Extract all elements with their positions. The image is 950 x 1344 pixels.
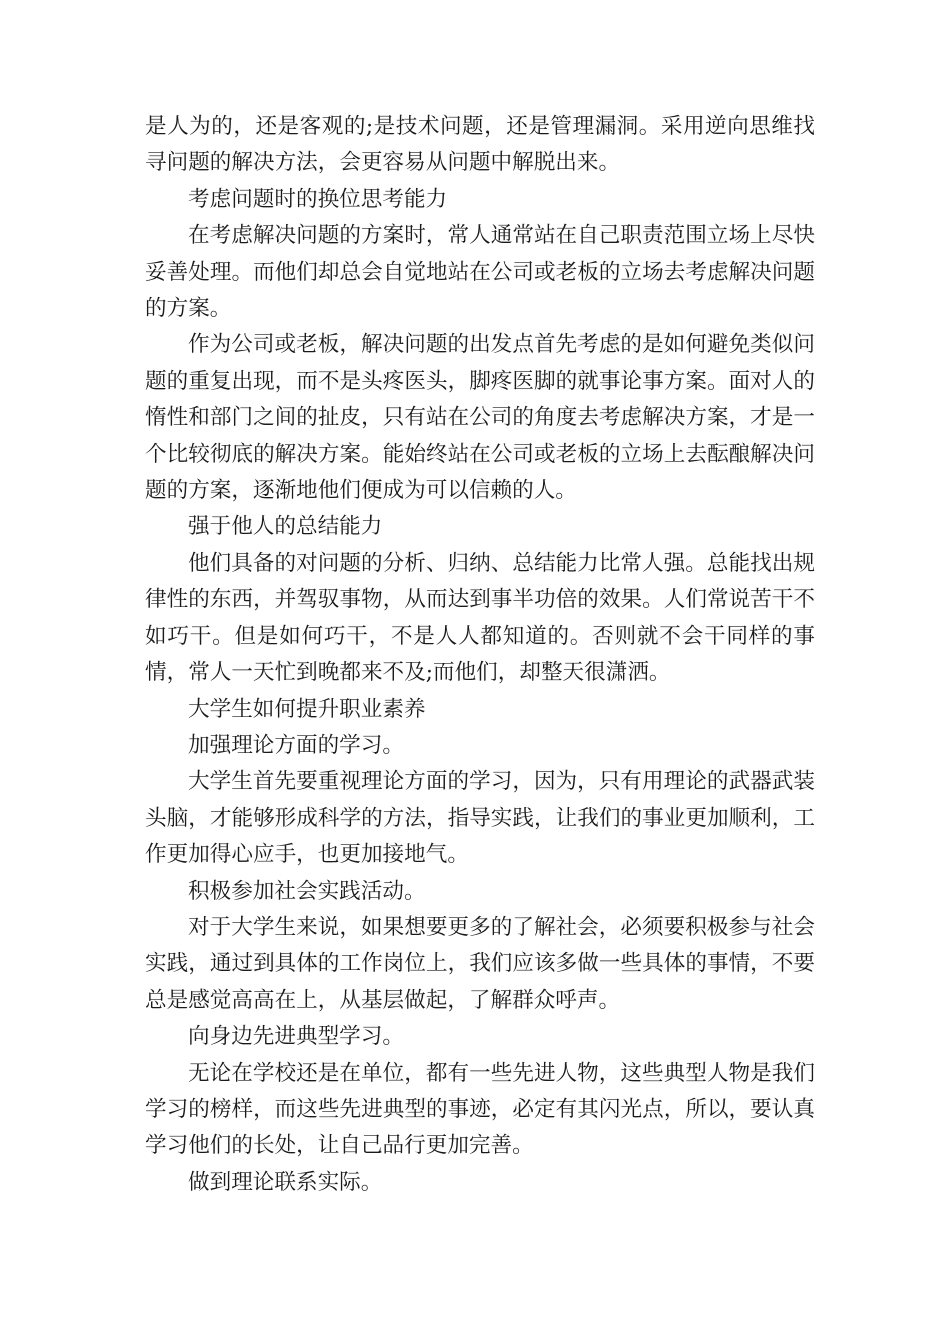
heading-perspective-thinking: 考虑问题时的换位思考能力 bbox=[188, 186, 448, 212]
subheading-theory-study: 加强理论方面的学习。 bbox=[188, 732, 404, 758]
heading-improve-professionalism: 大学生如何提升职业素养 bbox=[188, 696, 426, 722]
paragraph: 他们具备的对问题的分析、归纳、总结能力比常人强。总能找出规律性的东西，并驾驭事物，从而达到事半功倍的效果。人们常说苦干不如巧干。但是如何巧干，不是人人都知道的。否则就不会干同样的事情，常人一天忙到晚都来不及;而他们，却整天很潇洒。 bbox=[145, 550, 815, 686]
paragraph: 在考虑解决问题的方案时，常人通常站在自己职责范围立场上尽快妥善处理。而他们却总会自觉地站在公司或老板的立场去考虑解决问题的方案。 bbox=[145, 223, 815, 322]
subheading-social-practice: 积极参加社会实践活动。 bbox=[188, 878, 426, 904]
subheading-learn-from-models: 向身边先进典型学习。 bbox=[188, 1024, 404, 1050]
heading-summary-ability: 强于他人的总结能力 bbox=[188, 514, 383, 540]
document-body bbox=[145, 109, 815, 1201]
paragraph-continued: 是人为的，还是客观的;是技术问题，还是管理漏洞。采用逆向思维找寻问题的解决方法，会更容易从问题中解脱出来。 bbox=[145, 114, 815, 176]
paragraph: 作为公司或老板，解决问题的出发点首先考虑的是如何避免类似问题的重复出现，而不是头疼医头，脚疼医脚的就事论事方案。面对人的惰性和部门之间的扯皮，只有站在公司的角度去考虑解决方案，才是一个比较彻底的解决方案。能始终站在公司或老板的立场上去酝酿解决问题的方案，逐渐地他们便成为可以信赖的人。 bbox=[145, 332, 815, 504]
paragraph: 对于大学生来说，如果想要更多的了解社会，必须要积极参与社会实践，通过到具体的工作岗位上，我们应该多做一些具体的事情，不要总是感觉高高在上，从基层做起，了解群众呼声。 bbox=[145, 914, 815, 1013]
paragraph: 大学生首先要重视理论方面的学习，因为，只有用理论的武器武装头脑，才能够形成科学的方法，指导实践，让我们的事业更加顺利，工作更加得心应手，也更加接地气。 bbox=[145, 769, 815, 868]
subheading-theory-practice: 做到理论联系实际。 bbox=[188, 1169, 383, 1195]
paragraph: 无论在学校还是在单位，都有一些先进人物，这些典型人物是我们学习的榜样，而这些先进典型的事迹，必定有其闪光点，所以，要认真学习他们的长处，让自己品行更加完善。 bbox=[145, 1060, 815, 1159]
